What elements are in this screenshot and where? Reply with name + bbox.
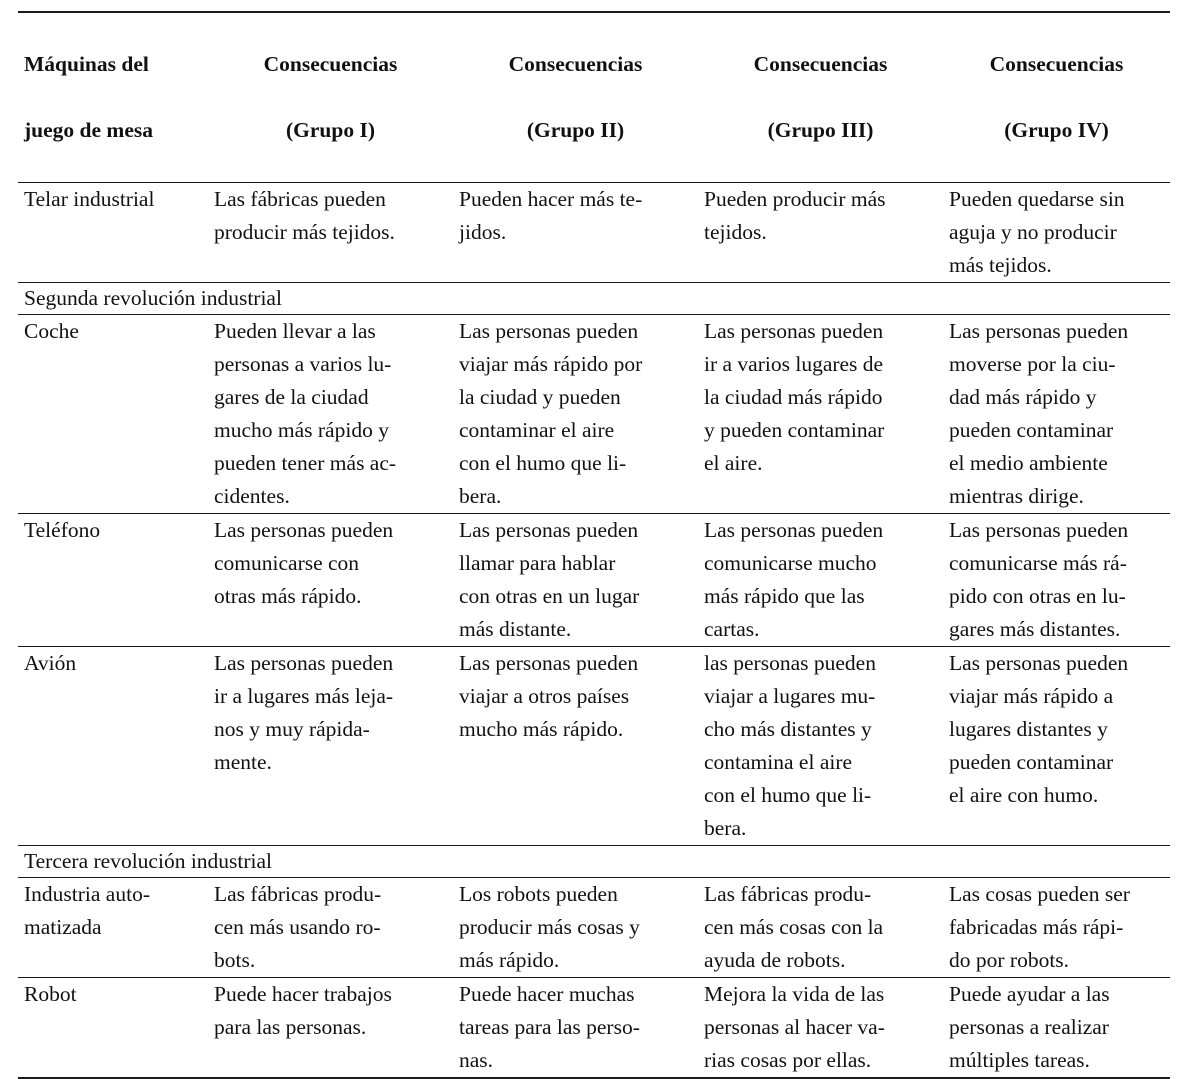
table-row (18, 315, 1170, 514)
section-row (18, 283, 1170, 315)
header-group-1 (208, 13, 453, 182)
group-3-cell: las personas pueden viajar a lugares mu- cho más distantes y contamina el aire con el humo que li- bera. (704, 651, 876, 840)
group-4-cell: Pueden quedarse sin aguja y no producir más tejidos. (949, 187, 1125, 277)
section-label: Tercera revolución industrial (24, 849, 273, 873)
table-row (18, 514, 1170, 647)
header-line: juego de mesa (24, 118, 153, 142)
machine-cell: Teléfono (24, 518, 101, 542)
machine-cell: Robot (24, 982, 77, 1006)
group-1-cell: Las personas pueden comunicarse con otras más rápido. (214, 518, 394, 608)
group-1-cell: Las fábricas produ- cen más usando ro- bots. (214, 882, 382, 972)
group-4-cell: Las personas pueden comunicarse más rá- pido con otras en lu- gares más distantes. (949, 518, 1129, 641)
group-2-cell: Las personas pueden llamar para hablar con otras en un lugar más distante. (459, 518, 640, 641)
header-machines (18, 13, 208, 182)
group-3-cell: Mejora la vida de las personas al hacer va- rias cosas por ellas. (704, 982, 885, 1072)
machine-cell: Industria auto- matizada (24, 882, 150, 939)
group-2-cell: Las personas pueden viajar más rápido por la ciudad y pueden contaminar el aire con el humo que li- bera. (459, 319, 643, 508)
group-4-cell: Las cosas pueden ser fabricadas más rápi- do por robots. (949, 882, 1130, 972)
machine-cell: Coche (24, 319, 79, 343)
group-3-cell: Las personas pueden ir a varios lugares de la ciudad más rápido y pueden contaminar el aire. (704, 319, 885, 475)
group-3-cell: Las personas pueden comunicarse mucho más rápido que las cartas. (704, 518, 884, 641)
header-line: Consecuencias (263, 52, 398, 76)
group-2-cell: Puede hacer muchas tareas para las perso- nas. (459, 982, 640, 1072)
header-group-4 (943, 13, 1170, 182)
group-2-cell: Las personas pueden viajar a otros países mucho más rápido. (459, 651, 639, 741)
header-line: (Grupo II) (526, 118, 625, 142)
group-4-cell: Puede ayudar a las personas a realizar múltiples tareas. (949, 982, 1110, 1072)
group-1-cell: Pueden llevar a las personas a varios lu- gares de la ciudad mucho más rápido y pueden tener más ac- cidentes. (214, 319, 397, 508)
table-header (18, 13, 1170, 183)
group-4-cell: Las personas pueden viajar más rápido a lugares distantes y pueden contaminar el aire con humo. (949, 651, 1129, 807)
table-row (18, 647, 1170, 846)
group-4-cell: Las personas pueden moverse por la ciu- dad más rápido y pueden contaminar el medio ambiente mientras dirige. (949, 319, 1129, 508)
header-line: Máquinas del (24, 52, 149, 76)
table-row (18, 978, 1170, 1077)
section-row (18, 846, 1170, 878)
machine-cell: Avión (24, 651, 77, 675)
consequences-table (18, 11, 1170, 1079)
header-line: (Grupo III) (767, 118, 874, 142)
header-line: (Grupo I) (286, 118, 375, 142)
table-row (18, 878, 1170, 978)
header-group-3 (698, 13, 943, 182)
header-line: (Grupo IV) (1004, 118, 1109, 142)
group-1-cell: Puede hacer trabajos para las personas. (214, 982, 392, 1039)
header-line: Consecuencias (753, 52, 888, 76)
header-line: Consecuencias (508, 52, 643, 76)
group-3-cell: Las fábricas produ- cen más cosas con la ayuda de robots. (704, 882, 884, 972)
header-line: Consecuencias (989, 52, 1124, 76)
group-1-cell: Las fábricas pueden producir más tejidos. (214, 187, 395, 244)
table-row (18, 183, 1170, 283)
group-3-cell: Pueden producir más tejidos. (704, 187, 886, 244)
group-2-cell: Pueden hacer más te- jidos. (459, 187, 643, 244)
header-group-2 (453, 13, 698, 182)
group-2-cell: Los robots pueden producir más cosas y más rápido. (459, 882, 640, 972)
section-label: Segunda revolución industrial (24, 286, 282, 310)
group-1-cell: Las personas pueden ir a lugares más leja- nos y muy rápida- mente. (214, 651, 394, 774)
machine-cell: Telar industrial (24, 187, 155, 211)
